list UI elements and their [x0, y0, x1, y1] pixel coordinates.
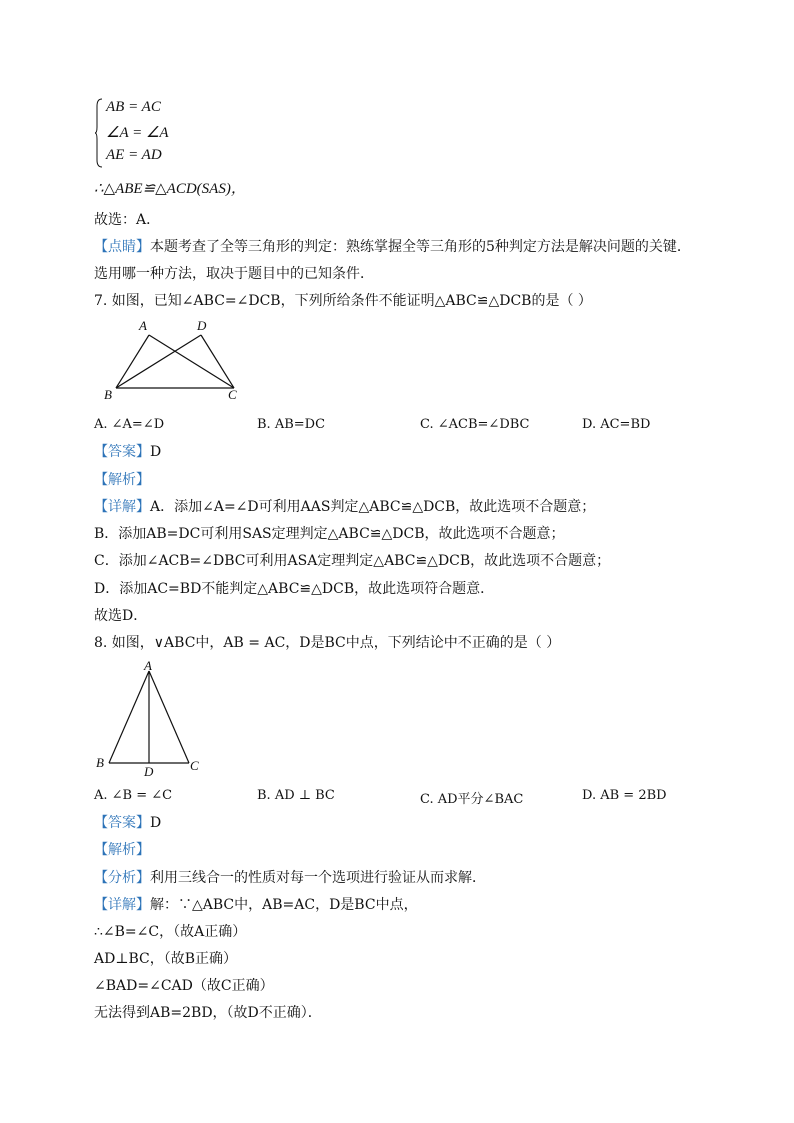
- q8-option-b: B. AD ⊥ BC: [257, 788, 335, 803]
- q8-stem: 8. 如图，∨ABC中，AB = AC，D是BC中点，下列结论中不正确的是（ ）: [94, 635, 561, 651]
- system-row-3: AE = AD: [106, 147, 162, 163]
- q7-answer-value: D: [150, 444, 162, 460]
- q7-option-d: D. AC=BD: [582, 417, 651, 432]
- q7-detail-a: [94, 498, 595, 516]
- q7-answer: [94, 443, 161, 461]
- q8-detail-4: 无法得到AB=2BD，（故D不正确）．: [94, 1005, 322, 1021]
- system-row-1: AB = AC: [106, 99, 161, 115]
- q8-answer: [94, 814, 161, 832]
- left-brace: [95, 98, 103, 168]
- q8-figure: [105, 668, 195, 768]
- q8-label-a: A: [144, 658, 152, 673]
- q7-detail-tag: 【详解】: [94, 499, 150, 515]
- q8-detail-first-text: 解：∵△ABC中，AB=AC，D是BC中点，: [150, 897, 418, 913]
- system-row-2: ∠A = ∠A: [106, 125, 169, 141]
- q7-analysis-tag: 【解析】: [94, 472, 150, 488]
- dianjing-text: 本题考查了全等三角形的判定：熟练掌握全等三角形的5种判定方法是解决问题的关键．: [150, 239, 691, 255]
- q7-stem: 7. 如图，已知∠ABC=∠DCB，下列所给条件不能证明△ABC≌△DCB的是（ ）: [94, 293, 592, 309]
- q7-detail-c: C．添加∠ACB=∠DBC可利用ASA定理判定△ABC≌△DCB，故此选项不合题意；: [94, 553, 611, 569]
- q8-fenxi: [94, 869, 486, 887]
- therefore-congruent: ∴△ABE≌△ACD(SAS)，: [94, 181, 246, 197]
- q7-option-b: B. AB=DC: [257, 417, 326, 432]
- q7-figure: [110, 325, 240, 395]
- dianjing: [94, 238, 691, 256]
- q8-answer-value: D: [150, 815, 162, 831]
- q8-detail-first: [94, 896, 418, 914]
- q7-label-d: D: [197, 318, 207, 333]
- q7-detail-b: B．添加AB=DC可利用SAS定理判定△ABC≌△DCB，故此选项不合题意；: [94, 526, 565, 542]
- q8-option-a: A. ∠B = ∠C: [94, 788, 173, 803]
- q8-detail-tag: 【详解】: [94, 897, 150, 913]
- choose-a: 故选：A．: [94, 212, 161, 228]
- q8-fenxi-tag: 【分析】: [94, 870, 150, 886]
- q7-detail-a-text: A．添加∠A=∠D可利用AAS判定△ABC≌△DCB，故此选项不合题意；: [150, 499, 596, 515]
- q7-label-b: B: [104, 387, 112, 402]
- q8-option-c: C. AD平分∠BAC: [420, 792, 524, 807]
- q8-detail-2: AD⊥BC，（故B正确）: [94, 951, 238, 967]
- q8-answer-tag: 【答案】: [94, 815, 150, 831]
- q7-option-c: C. ∠ACB=∠DBC: [420, 417, 530, 432]
- q8-detail-1: ∴∠B=∠C，（故A正确）: [94, 924, 247, 940]
- q8-label-c: C: [190, 758, 199, 773]
- q8-label-b: B: [96, 755, 104, 770]
- q7-answer-tag: 【答案】: [94, 444, 150, 460]
- q7-option-a: A. ∠A=∠D: [94, 417, 165, 432]
- q8-fenxi-text: 利用三线合一的性质对每一个选项进行验证从而求解．: [150, 870, 486, 886]
- q8-detail-3: ∠BAD=∠CAD（故C正确）: [94, 978, 274, 994]
- dianjing-tag: 【点睛】: [94, 239, 150, 255]
- q8-label-d: D: [144, 764, 154, 779]
- dianjing-text-2: 选用哪一种方法，取决于题目中的已知条件．: [94, 266, 374, 282]
- q8-option-d: D. AB = 2BD: [582, 788, 667, 803]
- q8-analysis-tag: 【解析】: [94, 842, 150, 858]
- q7-choose: 故选D．: [94, 608, 148, 624]
- q7-label-a: A: [139, 318, 147, 333]
- q7-detail-d: D．添加AC=BD不能判定△ABC≌△DCB，故此选项符合题意．: [94, 581, 495, 597]
- q7-label-c: C: [228, 387, 237, 402]
